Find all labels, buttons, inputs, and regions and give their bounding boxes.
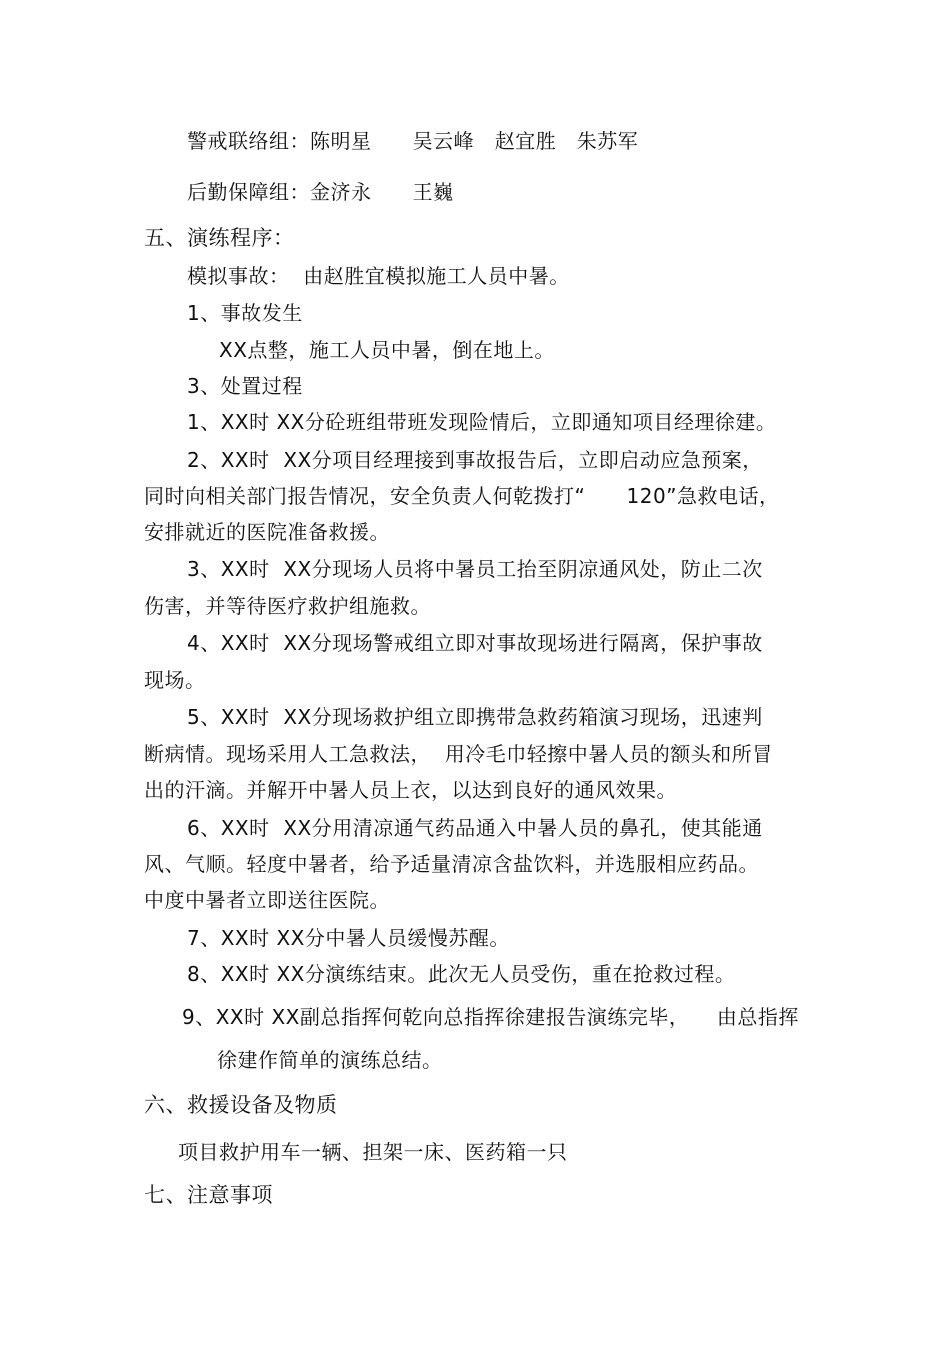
paragraph: 9、XX时 XX副总指挥何乾向总指挥徐建报告演练完毕， 由总指挥 xyxy=(182,1005,799,1029)
paragraph: 6、XX时 XX分用清凉通气药品通入中暑人员的鼻孔，使其能通 xyxy=(187,816,763,840)
team-security-liaison: 警戒联络组：陈明星 吴云峰 赵宜胜 朱苏军 xyxy=(187,129,639,153)
equipment-list: 项目救护用车一辆、担架一床、医药箱一只 xyxy=(178,1140,568,1164)
paragraph: 4、XX时 XX分现场警戒组立即对事故现场进行隔离，保护事故 xyxy=(187,631,763,655)
paragraph: 现场。 xyxy=(144,668,206,692)
paragraph: 1、XX时 XX分砼班组带班发现险情后，立即通知项目经理徐建。 xyxy=(187,410,777,434)
step-heading-1: 1、事故发生 xyxy=(187,301,303,325)
paragraph: 5、XX时 XX分现场救护组立即携带急救药箱演习现场，迅速判 xyxy=(187,705,763,729)
paragraph: 风、气顺。轻度中暑者，给予适量清凉含盐饮料，并选服相应药品。 xyxy=(144,852,759,876)
paragraph: 徐建作简单的演练总结。 xyxy=(217,1048,443,1072)
paragraph: 伤害，并等待医疗救护组施救。 xyxy=(144,594,431,618)
section-heading-5: 五、演练程序： xyxy=(144,226,295,250)
paragraph: 中度中暑者立即送往医院。 xyxy=(144,888,390,912)
paragraph: 安排就近的医院准备救援。 xyxy=(144,520,390,544)
paragraph: 2、XX时 XX分项目经理接到事故报告后，立即启动应急预案， xyxy=(187,448,763,472)
paragraph: XX点整，施工人员中暑，倒在地上。 xyxy=(219,338,555,362)
paragraph: 3、XX时 XX分现场人员将中暑员工抬至阴凉通风处，防止二次 xyxy=(187,557,763,581)
paragraph: 出的汗滴。并解开中暑人员上衣，以达到良好的通风效果。 xyxy=(144,778,677,802)
paragraph: 8、XX时 XX分演练结束。此次无人员受伤，重在抢救过程。 xyxy=(187,962,736,986)
paragraph: 同时向相关部门报告情况，安全负责人何乾拨打“ 120”急救电话， xyxy=(144,484,780,508)
section-heading-6: 六、救援设备及物质 xyxy=(144,1093,338,1117)
paragraph: 断病情。现场采用人工急救法， 用冷毛巾轻擦中暑人员的额头和所冒 xyxy=(144,742,773,766)
step-heading-3: 3、处置过程 xyxy=(187,374,303,398)
paragraph: 7、XX时 XX分中暑人员缓慢苏醒。 xyxy=(187,926,510,950)
simulated-accident: 模拟事故： 由赵胜宜模拟施工人员中暑。 xyxy=(187,264,570,288)
section-heading-7: 七、注意事项 xyxy=(144,1183,273,1207)
team-logistics: 后勤保障组：金济永 王巍 xyxy=(187,180,454,204)
